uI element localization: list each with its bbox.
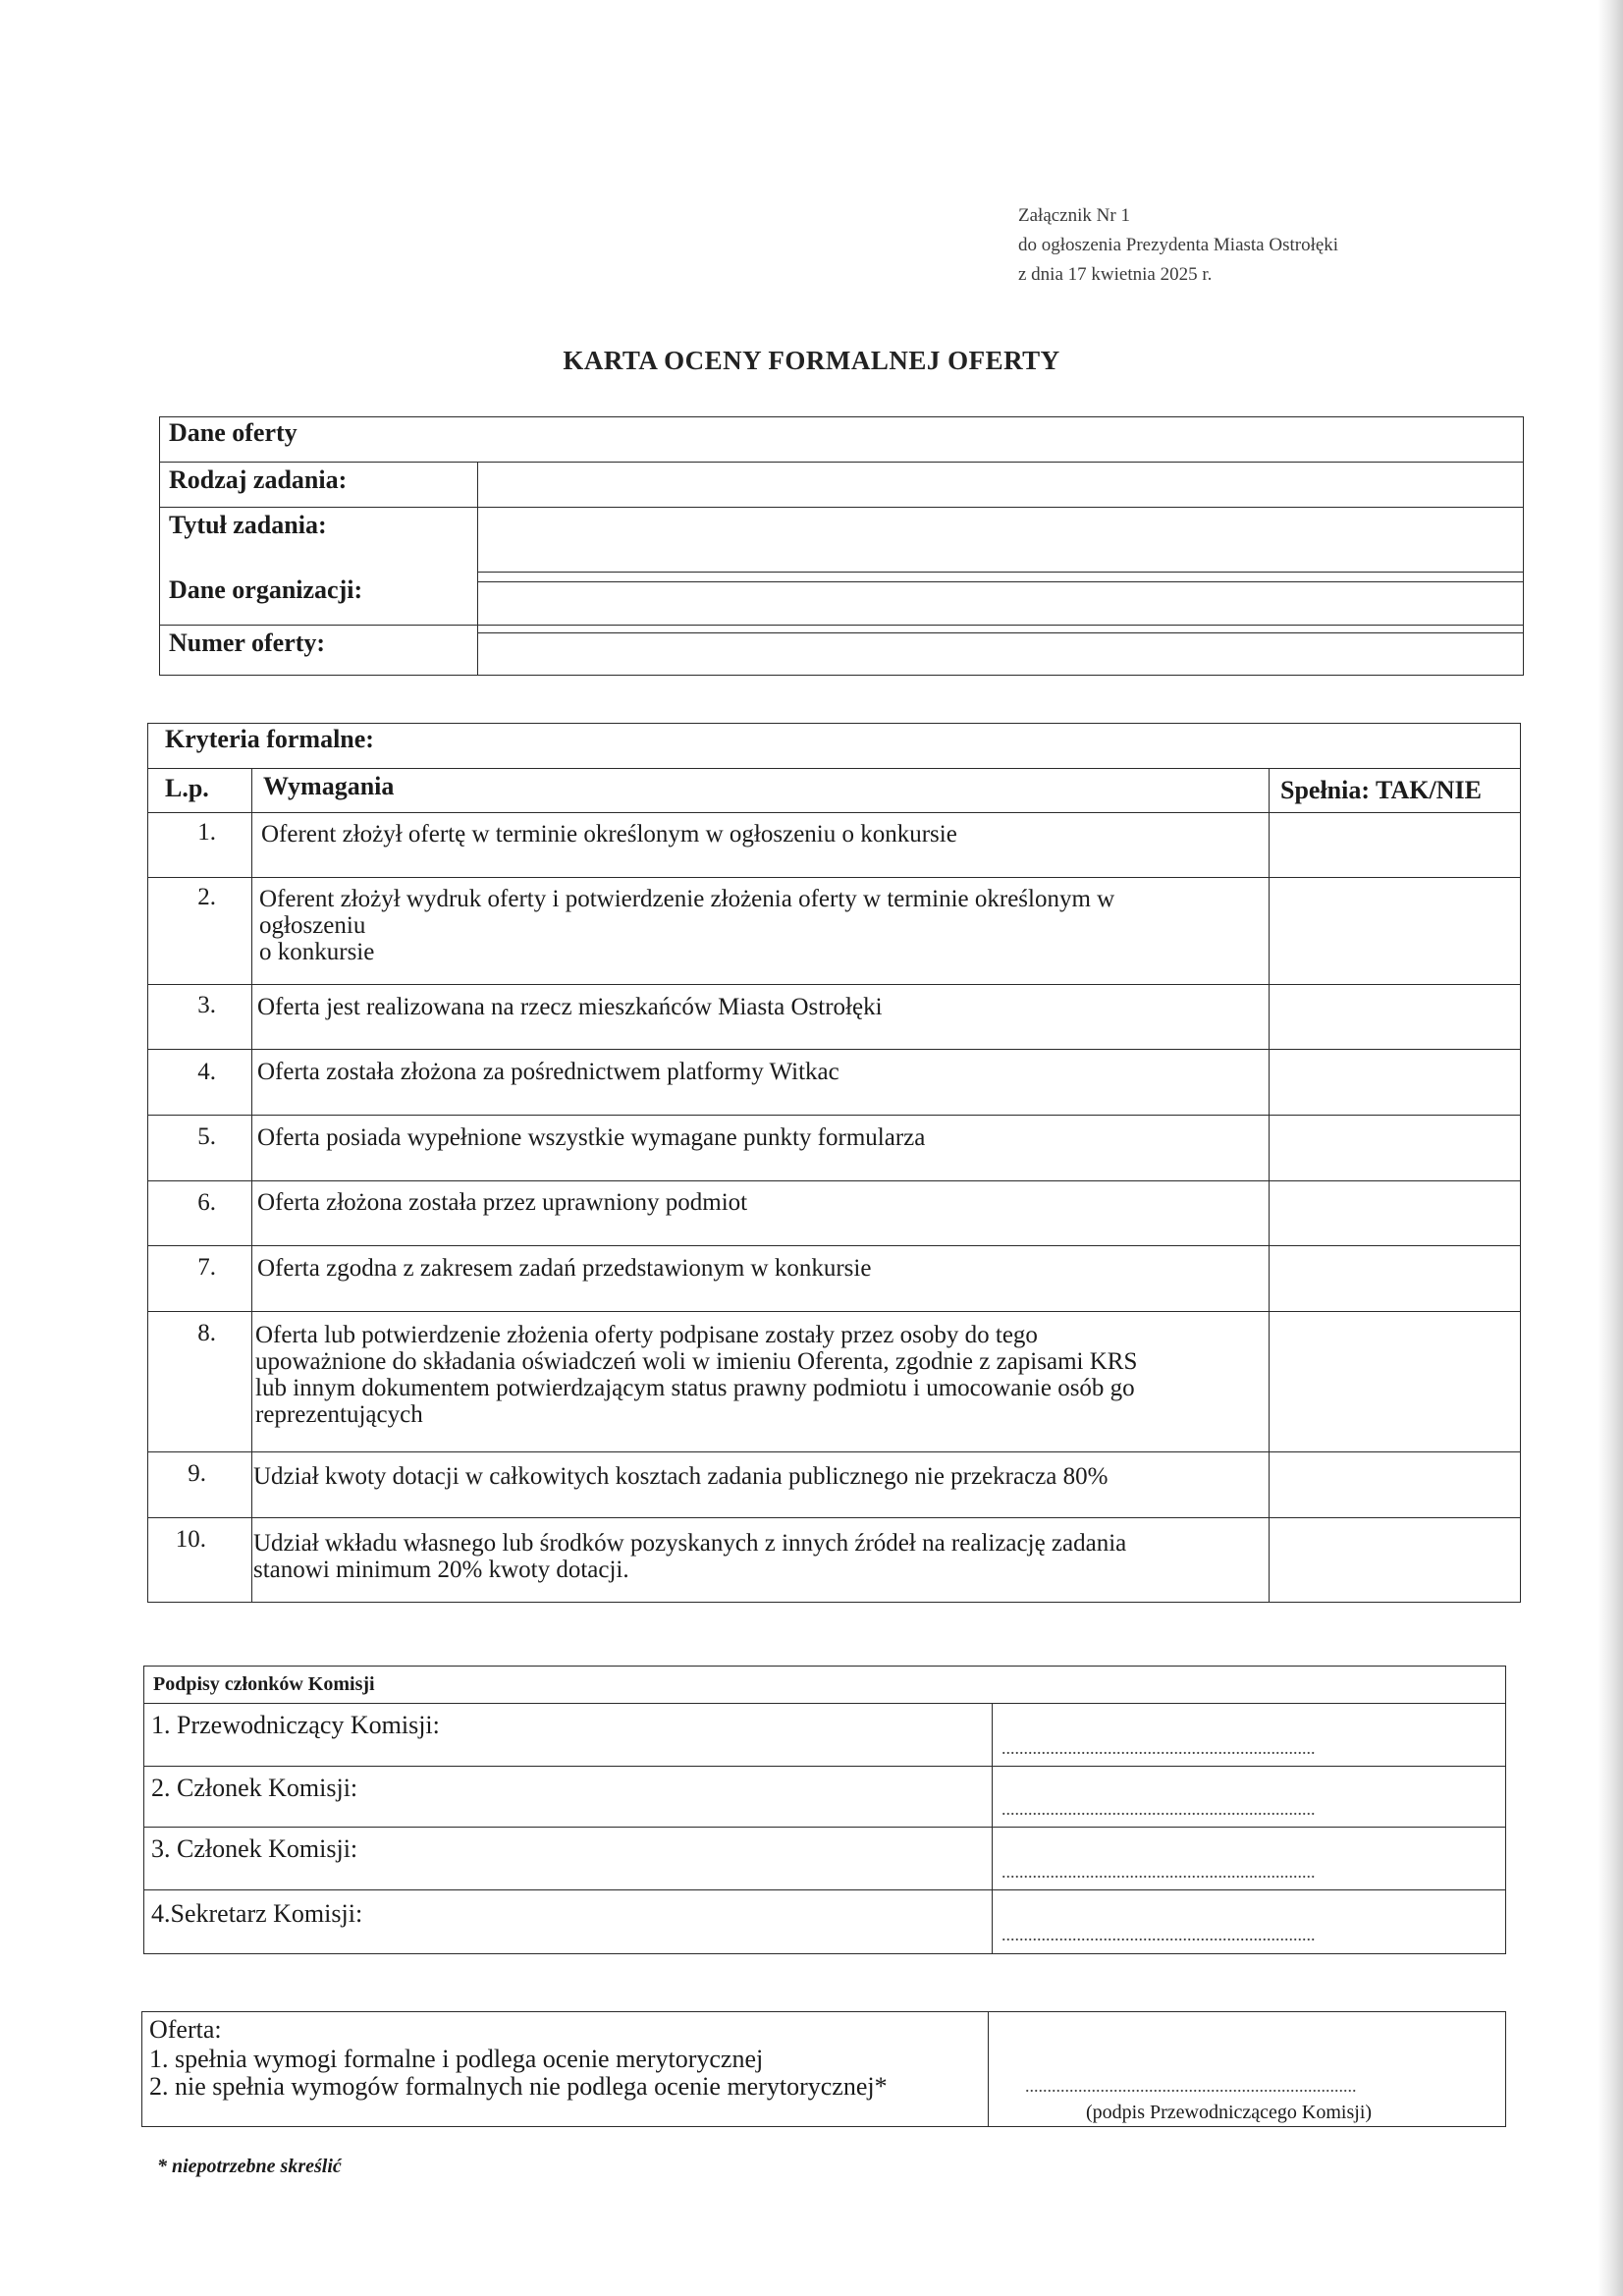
offer-row-divider: [477, 572, 1524, 573]
commission-row-divider: [143, 1889, 1506, 1890]
criteria-row-divider: [147, 984, 1521, 985]
verdict-header: Oferta:: [149, 2015, 222, 2044]
criterion-number: 5.: [197, 1123, 216, 1150]
attachment-note: [1018, 201, 1338, 290]
criteria-row-divider: [147, 1180, 1521, 1181]
field-label-offer-number: Numer oferty:: [169, 629, 326, 657]
commission-row-divider: [143, 1766, 1506, 1767]
chairman-signature-line[interactable]: ...........................................................................: [1025, 2076, 1357, 2096]
criteria-row-divider: [147, 1245, 1521, 1246]
criterion-text: Udział wkładu własnego lub środków pozyskanych z innych źródeł na realizację zadania: [253, 1530, 1127, 1557]
signature-line[interactable]: .......................................................................: [1001, 1862, 1316, 1882]
commission-header: Podpisy członków Komisji: [153, 1673, 375, 1695]
criterion-text: stanowi minimum 20% kwoty dotacji.: [253, 1557, 629, 1583]
offer-row-divider: [159, 462, 1524, 463]
verdict-option-2[interactable]: 2. nie spełnia wymogów formalnych nie podlega ocenie merytorycznej*: [149, 2072, 888, 2101]
scan-shadow-edge: [1597, 0, 1623, 2296]
criterion-text: Oferta posiada wypełnione wszystkie wymagane punkty formularza: [257, 1124, 926, 1151]
criteria-row-divider: [147, 1049, 1521, 1050]
criterion-text: Udział kwoty dotacji w całkowitych kosztach zadania publicznego nie przekracza 80%: [253, 1463, 1109, 1490]
criterion-text: Oferta złożona została przez uprawniony podmiot: [257, 1189, 748, 1216]
offer-col-divider: [477, 462, 478, 676]
offer-row-divider: [159, 507, 1524, 508]
criteria-header-divider: [147, 768, 1521, 769]
attachment-line-1: Załącznik Nr 1: [1018, 205, 1130, 226]
commission-row-divider: [143, 1703, 1506, 1704]
column-header-lp: L.p.: [165, 774, 209, 802]
offer-data-header: Dane oferty: [169, 418, 298, 447]
verdict-col-divider: [988, 2011, 989, 2127]
criterion-number: 7.: [197, 1254, 216, 1281]
criterion-number: 2.: [197, 884, 216, 910]
chairman-signature-label: (podpis Przewodniczącego Komisji): [1086, 2102, 1373, 2123]
field-label-organization: Dane organizacji:: [169, 575, 363, 604]
commission-member-label: 2. Członek Komisji:: [151, 1774, 358, 1802]
criterion-text: Oferta zgodna z zakresem zadań przedstawionym w konkursie: [257, 1255, 872, 1282]
criteria-row-divider: [147, 877, 1521, 878]
criteria-row-divider: [147, 1115, 1521, 1116]
criterion-text: reprezentujących: [255, 1401, 423, 1428]
offer-row-divider: [159, 625, 1524, 626]
criterion-number: 10.: [175, 1526, 206, 1553]
criteria-row-divider: [147, 1451, 1521, 1452]
criterion-number: 4.: [197, 1059, 216, 1085]
criterion-number: 6.: [197, 1189, 216, 1216]
criteria-col-divider: [1269, 768, 1270, 1603]
commission-row-divider: [143, 1827, 1506, 1828]
criteria-header-divider: [147, 812, 1521, 813]
criteria-header: Kryteria formalne:: [165, 725, 374, 753]
signature-line[interactable]: .......................................................................: [1001, 1799, 1316, 1819]
criterion-text: Oferent złożył wydruk oferty i potwierdzenie złożenia oferty w terminie określonym w: [259, 886, 1115, 912]
criterion-text: Oferta lub potwierdzenie złożenia oferty podpisane zostały przez osoby do tego: [255, 1322, 1038, 1348]
offer-data-table: [159, 416, 1524, 676]
column-header-meets: Spełnia: TAK/NIE: [1280, 776, 1482, 804]
signature-line[interactable]: .......................................................................: [1001, 1925, 1316, 1944]
criterion-text: lub innym dokumentem potwierdzającym status prawny podmiotu i umocowanie osób go: [255, 1375, 1135, 1401]
commission-col-divider: [992, 1703, 993, 1954]
field-label-task-title: Tytuł zadania:: [169, 511, 327, 539]
field-label-task-type: Rodzaj zadania:: [169, 465, 348, 494]
verdict-option-1[interactable]: 1. spełnia wymogi formalne i podlega ocenie merytorycznej: [149, 2045, 764, 2073]
offer-row-divider: [477, 581, 1524, 582]
criterion-text: Oferent złożył ofertę w terminie określonym w ogłoszeniu o konkursie: [261, 821, 957, 847]
commission-member-label: 4.Sekretarz Komisji:: [151, 1899, 363, 1928]
criterion-text: upoważnione do składania oświadczeń woli w imieniu Oferenta, zgodnie z zapisami KRS: [255, 1348, 1138, 1375]
criterion-number: 9.: [188, 1460, 206, 1487]
criteria-row-divider: [147, 1517, 1521, 1518]
commission-member-label: 3. Członek Komisji:: [151, 1834, 358, 1863]
criteria-col-divider: [251, 768, 252, 1603]
offer-row-divider: [477, 632, 1524, 633]
criterion-text: ogłoszeniu: [259, 912, 366, 939]
criterion-number: 1.: [197, 819, 216, 846]
criterion-text: Oferta jest realizowana na rzecz mieszkańców Miasta Ostrołęki: [257, 994, 883, 1020]
document-title: KARTA OCENY FORMALNEJ OFERTY: [563, 346, 1060, 375]
criterion-number: 8.: [197, 1320, 216, 1346]
meets-cell[interactable]: [1271, 814, 1520, 876]
attachment-line-2: do ogłoszenia Prezydenta Miasta Ostrołęki: [1018, 235, 1339, 255]
footnote: * niepotrzebne skreślić: [157, 2156, 342, 2177]
commission-member-label: 1. Przewodniczący Komisji:: [151, 1711, 440, 1739]
signature-line[interactable]: .......................................................................: [1001, 1738, 1316, 1758]
attachment-line-3: z dnia 17 kwietnia 2025 r.: [1018, 264, 1213, 285]
criterion-number: 3.: [197, 992, 216, 1018]
criteria-row-divider: [147, 1311, 1521, 1312]
column-header-requirements: Wymagania: [263, 772, 395, 800]
criterion-text: Oferta została złożona za pośrednictwem platformy Witkac: [257, 1059, 839, 1085]
criterion-text: o konkursie: [259, 939, 375, 965]
